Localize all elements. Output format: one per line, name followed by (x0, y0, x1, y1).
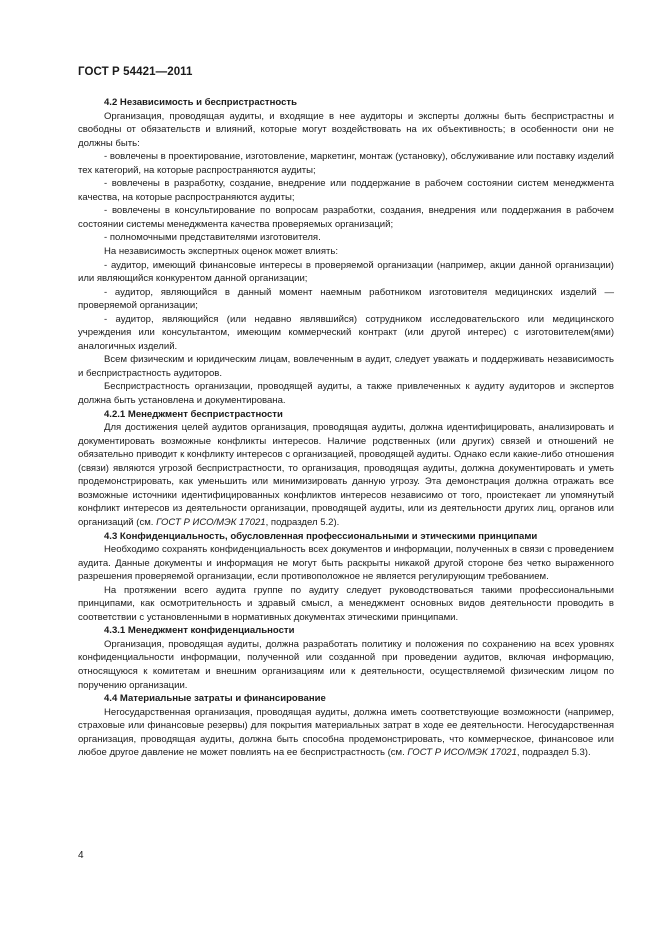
paragraph-tail: , подраздел 5.3). (516, 747, 591, 759)
page-number: 4 (78, 850, 84, 861)
section-heading-4-3-1: 4.3.1 Менеджмент конфиденциальности (104, 625, 295, 637)
list-item: - аудитор, являющийся (или недавно являвшийся) сотрудником исследовательского или медицинского учреждения или консультантом, имеющим коммерческий контракт (или другой интерес) с изготовителем(ями) аналогичных изделий. (78, 313, 614, 352)
list-item: - вовлечены в консультирование по вопросам разработки, создания, внедрения или поддержания в рабочем состоянии системы менеджмента качества проверяемых организаций; (78, 205, 614, 230)
paragraph: Организация, проводящая аудиты, и входящие в нее аудиторы и эксперты должны быть беспристрастны и свободны от обязательств и влияний, которые могут воздействовать на их объективность; в особенности они не должны быть: (78, 110, 614, 149)
document-header: ГОСТ Р 54421—2011 (78, 66, 193, 78)
section-heading-4-2-1: 4.2.1 Менеджмент беспристрастности (104, 408, 283, 420)
list-item: - аудитор, являющийся в данный момент наемным работником изготовителя медицинских изделий — проверяемой организации; (78, 286, 614, 312)
paragraph: На протяжении всего аудита группе по аудиту следует руководствоваться такими профессиональными принципами, как осмотрительность и здравый смысл, а менеджмент основных видов деятельности проводить в соответствии с установленными в нормативных документах этическими принципами. (78, 584, 614, 623)
standard-reference: ГОСТ Р ИСО/МЭК 17021 (407, 747, 517, 759)
paragraph-text: Негосударственная организация, проводящая аудиты, должна иметь соответствующие возможности (например, страховые или финансовые резервы) для покрытия материальных затрат в ходе ее деятельности. Негосударственная организация, проводящая аудиты, должна быть способна продемонстрировать, что коммерческое, финансовое или любое другое давление не может повлиять на ее беспристрастность (см. (78, 706, 614, 759)
standard-reference: ГОСТ Р ИСО/МЭК 17021 (156, 516, 266, 528)
paragraph-tail: , подраздел 5.2). (265, 516, 340, 528)
paragraph: Организация, проводящая аудиты, должна разработать политику и положения по сохранению на всех уровнях конфиденциальности информации, полученной или созданной при проведении аудитов, включая информацию, относящуюся к комитетам и внешним организациям или к деятельности, осуществляемой физическим лицом по поручению организации. (78, 638, 614, 691)
paragraph (78, 421, 614, 529)
section-heading-4-3: 4.3 Конфиденциальность, обусловленная профессиональными и этическими принципами (104, 530, 538, 542)
paragraph: Необходимо сохранять конфиденциальность всех документов и информации, полученных в связи с проведением аудита. Данные документы и информация не могут быть раскрыты никакой другой стороне без четко выраженного разрешения проверяемой организации, если противоположное не является регулирующим требованием. (78, 544, 614, 583)
paragraph: На независимость экспертных оценок может влиять: (104, 246, 338, 258)
paragraph: Всем физическим и юридическим лицам, вовлеченным в аудит, следует уважать и поддерживать независимость и беспристрастность аудиторов. (78, 354, 614, 379)
list-item: - полномочными представителями изготовителя. (104, 232, 321, 244)
document-body (78, 96, 614, 760)
list-item: - аудитор, имеющий финансовые интересы в проверяемой организации (например, акции данной организации) или являющийся конкурентом данной организации; (78, 259, 614, 285)
paragraph-text: Для достижения целей аудитов организация, проводящая аудиты, должна идентифицировать, анализировать и документировать возможные конфликты интересов. Наличие родственных (или других) связей и отношений не обязательно приводит к конфликту интересов с организацией, проводящей аудиты. Однако если какие-либо отношения (связи) являются угрозой беспристрастности, то организация, проводящая аудиты, должна документировать и уметь продемонстрировать, как уменьшить или минимизировать данную угрозу. Эта демонстрация должна отражать все возможные источники идентифицированных конфликтов интересов независимо от того, проистекает ли упомянутый конфликт интересов из деятельности организации, проводящей аудиты, или из деятельности других лиц, органов или организаций (см. (78, 422, 614, 528)
list-item: - вовлечены в разработку, создание, внедрение или поддержание в рабочем состоянии систем менеджмента качества, на которые распространяются аудиты; (78, 178, 614, 203)
section-heading-4-4: 4.4 Материальные затраты и финансирование (104, 693, 326, 705)
paragraph (78, 706, 614, 760)
section-heading-4-2: 4.2 Независимость и беспристрастность (104, 97, 297, 108)
list-item: - вовлечены в проектирование, изготовление, маркетинг, монтаж (установку), обслуживание или поставку изделий тех категорий, на которые распространяются аудиты; (78, 151, 614, 176)
paragraph: Беспристрастность организации, проводящей аудиты, а также привлеченных к аудиту аудиторов и экспертов должна быть установлена и документирована. (78, 381, 614, 407)
